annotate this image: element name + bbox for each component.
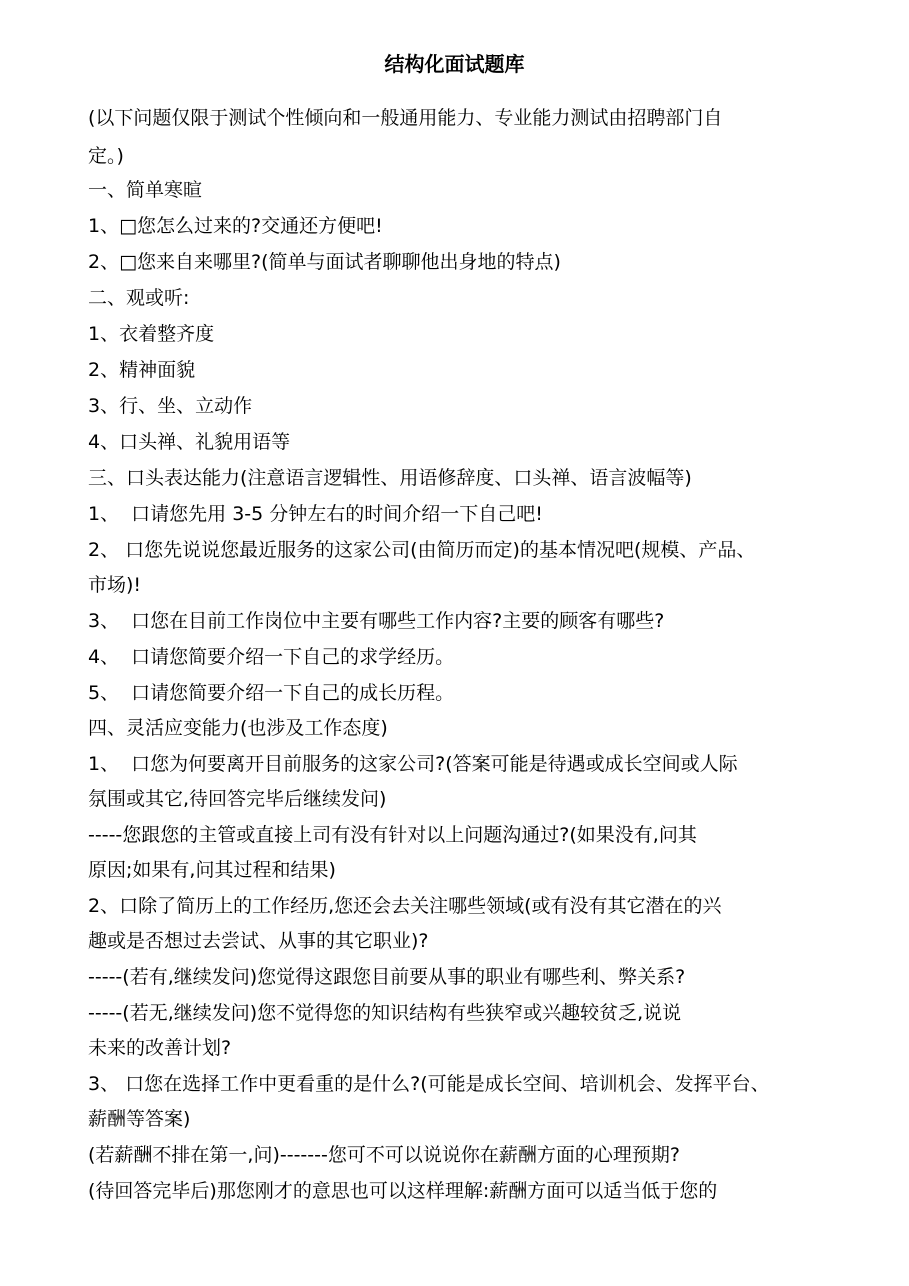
question-line: 1、 口请您先用 3-5 分钟左右的时间介绍一下自己吧! [88,503,543,525]
follow-up-line: (若薪酬不排在第一,问)-------您可不可以说说你在薪酬方面的心理预期? [88,1144,680,1166]
question-line: 3、 口您在目前工作岗位中主要有哪些工作内容?主要的顾客有哪些? [88,610,665,632]
question-line: 1、 口您为何要离开目前服务的这家公司?(答案可能是待遇或成长空间或人际 [88,753,738,775]
question-line: 1、□您怎么过来的?交通还方便吧! [88,215,383,237]
question-line-continued: 氛围或其它,待回答完毕后继续发问) [88,788,387,810]
question-line: 4、 口请您简要介绍一下自己的求学经历。 [88,646,455,668]
question-line-continued: 市场)! [88,574,142,596]
observe-item: 4、口头禅、礼貌用语等 [88,431,291,453]
intro-line-1: (以下问题仅限于测试个性倾向和一般通用能力、专业能力测试由招聘部门自 [88,107,723,129]
document-title: 结构化面试题库 [384,52,525,76]
question-line-continued: 薪酬等答案) [88,1108,191,1130]
question-line: 3、 口您在选择工作中更看重的是什么?(可能是成长空间、培训机会、发挥平台、 [88,1073,770,1095]
observe-item: 3、行、坐、立动作 [88,395,253,417]
observe-item: 1、衣着整齐度 [88,323,215,345]
intro-line-2: 定。) [88,145,124,167]
follow-up-line: -----(若无,继续发问)您不觉得您的知识结构有些狭窄或兴趣较贫乏,说说 [88,1002,682,1024]
follow-up-line-continued: 原因;如果有,问其过程和结果) [88,859,336,881]
question-line: 2、□您来自来哪里?(简单与面试者聊聊他出身地的特点) [88,251,561,273]
question-line-continued: 趣或是否想过去尝试、从事的其它职业)? [88,930,429,952]
question-line: 2、口除了简历上的工作经历,您还会去关注哪些领域(或有没有其它潜在的兴 [88,895,722,917]
section-heading-expression: 三、口头表达能力(注意语言逻辑性、用语修辞度、口头禅、语言波幅等) [88,467,692,489]
section-heading-observe: 二、观或听: [88,287,190,309]
section-heading-greeting: 一、简单寒暄 [88,179,203,201]
question-line: 2、 口您先说说您最近服务的这家公司(由简历而定)的基本情况吧(规模、产品、 [88,539,756,561]
follow-up-line: (待回答完毕后)那您刚才的意思也可以这样理解:薪酬方面可以适当低于您的 [88,1180,718,1202]
section-heading-adaptability: 四、灵活应变能力(也涉及工作态度) [88,717,388,739]
observe-item: 2、精神面貌 [88,359,196,381]
follow-up-line: -----您跟您的主管或直接上司有没有针对以上问题沟通过?(如果没有,问其 [88,824,697,846]
follow-up-line: -----(若有,继续发问)您觉得这跟您目前要从事的职业有哪些利、弊关系? [88,966,686,988]
follow-up-line-continued: 未来的改善计划? [88,1037,232,1059]
question-line: 5、 口请您简要介绍一下自己的成长历程。 [88,682,455,704]
